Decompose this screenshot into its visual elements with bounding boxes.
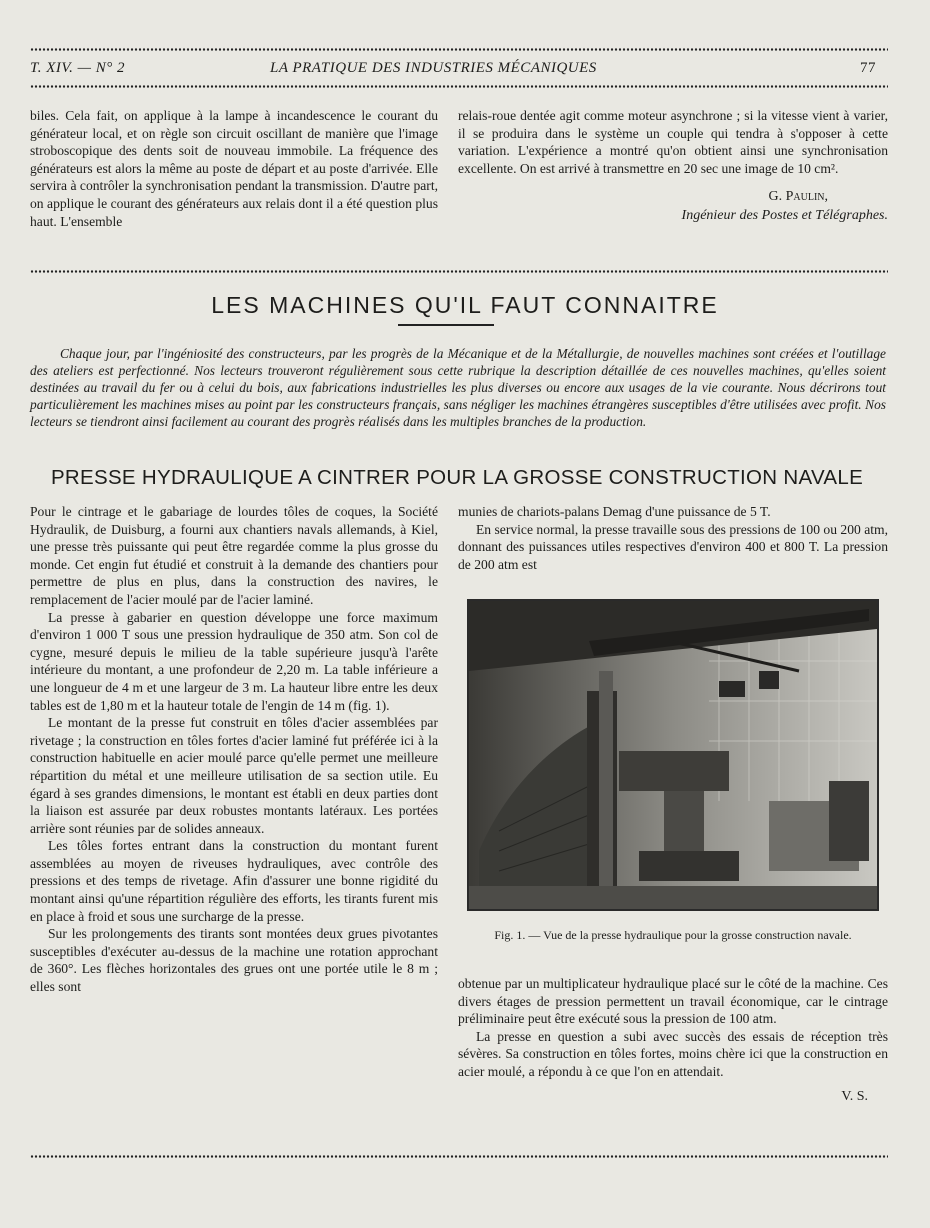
hydraulic-press-photograph [467,599,879,911]
previous-article-right-text: relais-roue dentée agit comme moteur asynchrone ; si la vitesse vient à varier, il se produira dans le système un couple qui tendra à s'opposer à cette variation. L'expérience a montré qu'on obtient ainsi une synchronisation excellente. On est arrivé à transmettre en 20 sec une image de 10 cm². [458,108,888,176]
article-paragraph: munies de chariots-palans Demag d'une puissance de 5 T. [458,504,771,519]
article-paragraph: Les tôles fortes entrant dans la construction du montant furent assemblées au moyen de riveuses hydrauliques, avec contrôle des pressions et des temps de rivetage. Afin d'assurer une bonne rigidité du montant ainsi qu'une répartition régulière des efforts, les tirants furent mis en place à froid et sous une surcharge de la presse. [30,838,438,924]
section-title: LES MACHINES QU'IL FAUT CONNAITRE [211,292,719,318]
previous-article-left-text: biles. Cela fait, on applique à la lampe à incandescence le courant du générateur local, et on règle son circuit oscillant de manière que l'image stroboscopique des dents soit de nouveau immobile. La fréquence des générateurs est alors la même au poste de départ et au poste d'arrivée. Elle servira à contrôler la synchronisation pendant la transmission. D'autre part, on applique le courant des générateurs aux relais dont il a été question plus haut. L'ensemble [30,108,438,229]
article-title: PRESSE HYDRAULIQUE A CINTRER POUR LA GROSSE CONSTRUCTION NAVALE [50,466,864,489]
press-illustration [469,601,877,909]
volume-number: T. XIV. — N° 2 [30,60,125,76]
article-paragraph: En service normal, la presse travaille sous des pressions de 100 ou 200 atm, donnant des puissances utiles respectives d'environ 400 et 800 T. La pression de 200 atm est [458,521,888,572]
article-right-column-bottom [458,975,888,1106]
article-paragraph: Pour le cintrage et le gabariage de lourdes tôles de coques, la Société Hydraulik, de Duisburg, a fourni aux chantiers navals allemands, à Kiel, une presse très puissante qui peut être regardée comme la plus grosse du monde. Cet engin fut étudié et construit à la demande des chantiers pour permettre de plus en plus, dans la construction des navires, le remplacement de l'acier moulé par de l'acier laminé. [30,504,438,607]
figure-caption: Fig. 1. — Vue de la presse hydraulique pour la grosse construction navale. [494,928,852,942]
article-paragraph: Sur les prolongements des tirants sont montées deux grues pivotantes susceptibles d'exécuter au-dessus de la machine une rotation approchant de 360°. Les flèches horizontales des grues ont une portée utile le 8 m ; elles sont [30,926,438,995]
journal-title: LA PRATIQUE DES INDUSTRIES MÉCANIQUES [270,60,597,76]
article-signature: V. S. [841,1088,868,1104]
article-left-column [30,503,438,996]
section-dotted-rule [30,270,888,273]
previous-article-signature [458,187,888,225]
previous-article-left-column [30,107,438,230]
author-name: G. Paulin, [768,189,828,205]
section-intro: Chaque jour, par l'ingéniosité des constructeurs, par les progrès de la Mécanique et de la Métallurgie, de nouvelles machines sont créées et l'outillage des ateliers est perfectionné. Nos lecteurs trouveront régulièrement sous cette rubrique la description détaillée de ces nouvelles machines, qu'elles soient destinées au travail du fer ou à celui du bois, aux fabrications industrielles les plus diverses ou encore aux usages de la vie courante. Nous décrirons tout particulièrement les machines mises au point par les constructeurs français, sans négliger les machines étrangères susceptibles d'être utilisées avec profit. Nos lecteurs se tiendront ainsi facilement au courant des progrès réalisés dans les multiples branches de la production. [30,346,886,429]
article-right-column-top [458,503,888,573]
article-paragraph: La presse en question a subi avec succès des essais de réception très sévères. Sa construction en tôles fortes, moins chère ici que la construction en acier moulé, a répondu à ce que l'on en attendait. [458,1028,888,1079]
section-title-rule [398,324,494,326]
footer-dotted-rule [30,1155,888,1158]
article-paragraph: La presse à gabarier en question développe une force maximum d'environ 1 000 T sous une pression hydraulique de 350 atm. Son col de cygne, mesuré depuis le milieu de la table supérieure jusqu'à l'arête intérieure du montant, a une profondeur de 2,20 m. La table inférieure a une longueur de 4 m et une largeur de 3 m. La hauteur libre entre les deux tables est de 1,80 m et la hauteur totale de l'engin de 14 m (fig. 1). [30,609,438,713]
header-dotted-rule-bottom [30,85,888,88]
previous-article-right-column [458,107,888,225]
running-header [30,60,888,80]
page-number: 77 [860,60,876,76]
author-title: Ingénieur des Postes et Télégraphes. [681,208,888,224]
article-paragraph: obtenue par un multiplicateur hydraulique placé sur le côté de la machine. Ces divers étages de pression permettent un travail économique, car le cintrage préliminaire peut être exécuté sous la pression de 100 atm. [458,976,888,1027]
header-dotted-rule-top [30,48,888,51]
article-paragraph: Le montant de la presse fut construit en tôles d'acier assemblées par rivetage ; la construction en tôles fortes d'acier laminé fut préférée ici à la construction habituelle en acier moulé parce qu'elle permet une meilleure répartition du métal et une meilleure utilisation de sa section utile. Eu égard à ses grandes dimensions, le montant est établi en deux parties dont la liaison est assurée par deux robustes montants latéraux. Les portées arrière sont réunies par de solides anneaux. [30,715,438,836]
